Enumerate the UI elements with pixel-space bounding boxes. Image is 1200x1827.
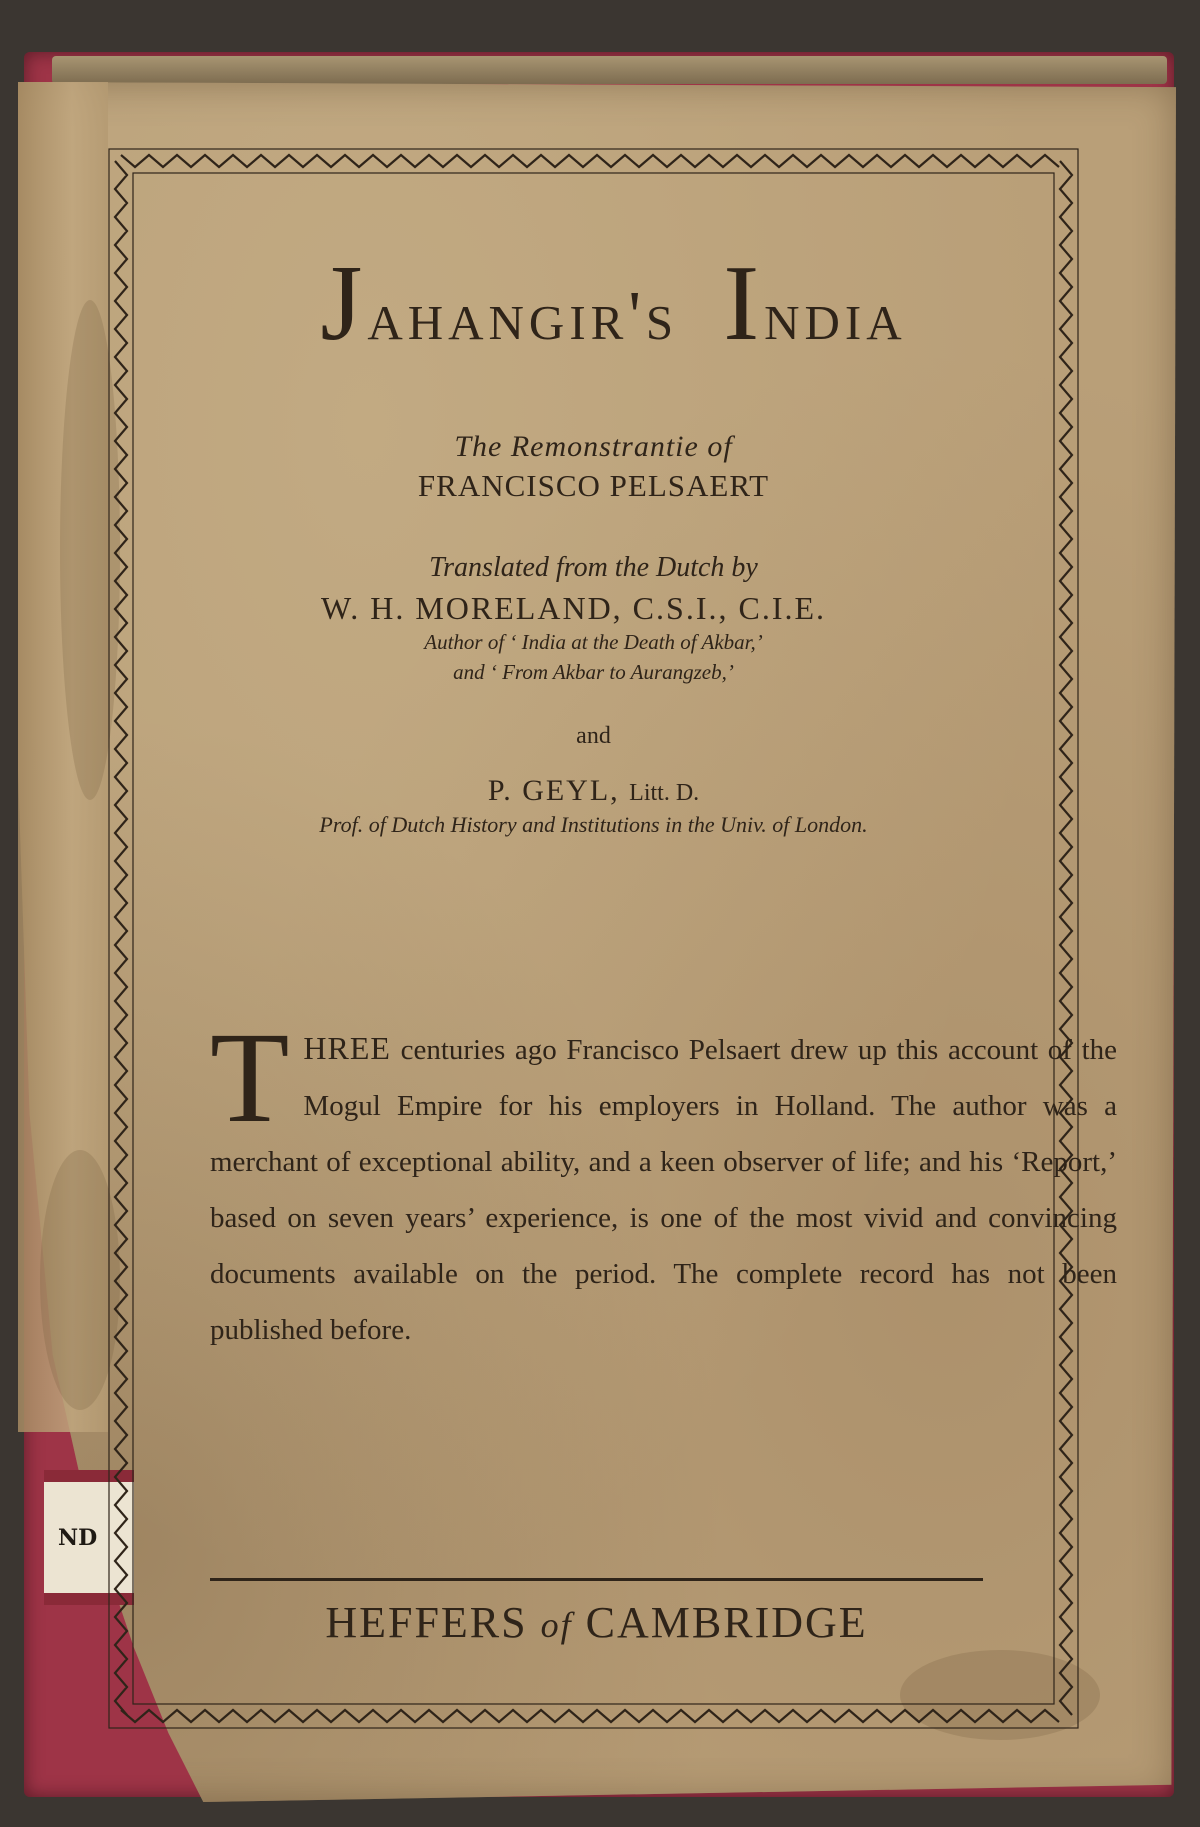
publisher-name-b: CAMBRIDGE: [585, 1598, 868, 1647]
translator-1-credit-a: Author of ‘ India at the Death of Akbar,’: [424, 630, 763, 654]
conjunction: and: [576, 723, 611, 749]
subtitle: The Remonstrantie of: [454, 430, 733, 463]
translator-1: W. H. MORELAND, C.S.I., C.I.E.: [320, 590, 827, 626]
translator-2-credit: Prof. of Dutch History and Institutions in the Univ. of London.: [319, 812, 868, 837]
translator-2-name: P. GEYL,: [487, 774, 620, 807]
spine-label-text: ND: [58, 1524, 98, 1551]
cover-content: [135, 175, 1052, 838]
title-rest-1: ahangir's: [367, 278, 679, 355]
book-top-edge: [52, 56, 1167, 84]
zigzag-border-line: [121, 155, 1059, 167]
translator-1-credit-b: and ‘ From Akbar to Aurangzeb,’: [453, 660, 734, 684]
translated-by-line: Translated from the Dutch by: [429, 552, 758, 583]
book-title: [135, 244, 1052, 363]
blurb-paragraph: [210, 1006, 1117, 1358]
zigzag-border-line: [1060, 161, 1072, 1715]
translator-2: [135, 774, 1052, 808]
title-initial-2: I: [723, 244, 765, 363]
blurb-text: centuries ago Francisco Pelsaert drew up this account of the Mogul Empire for his employers in Holland. The author was a merchant of exceptional ability, and a keen observer of life; and his ‘Report,’ based on seven years’ experience, is one of the most vivid and convincing documents available on the period. The complete record has not been published before.: [210, 1034, 1117, 1346]
publisher-name: [210, 1597, 983, 1648]
blurb-lead-word: HREE: [303, 1030, 391, 1066]
publisher-rule: [210, 1578, 983, 1581]
publisher-name-a: HEFFERS: [325, 1598, 528, 1647]
zigzag-border-line: [115, 161, 127, 1715]
title-rest-2: ndia: [764, 278, 907, 355]
blurb-dropcap: T: [210, 1006, 290, 1150]
subject-name: FRANCISCO PELSAERT: [417, 468, 770, 503]
title-initial-1: J: [320, 244, 368, 363]
translator-2-degree: Litt. D.: [629, 780, 700, 806]
publisher-name-of: of: [540, 1605, 573, 1645]
zigzag-border-line: [121, 1710, 1059, 1722]
